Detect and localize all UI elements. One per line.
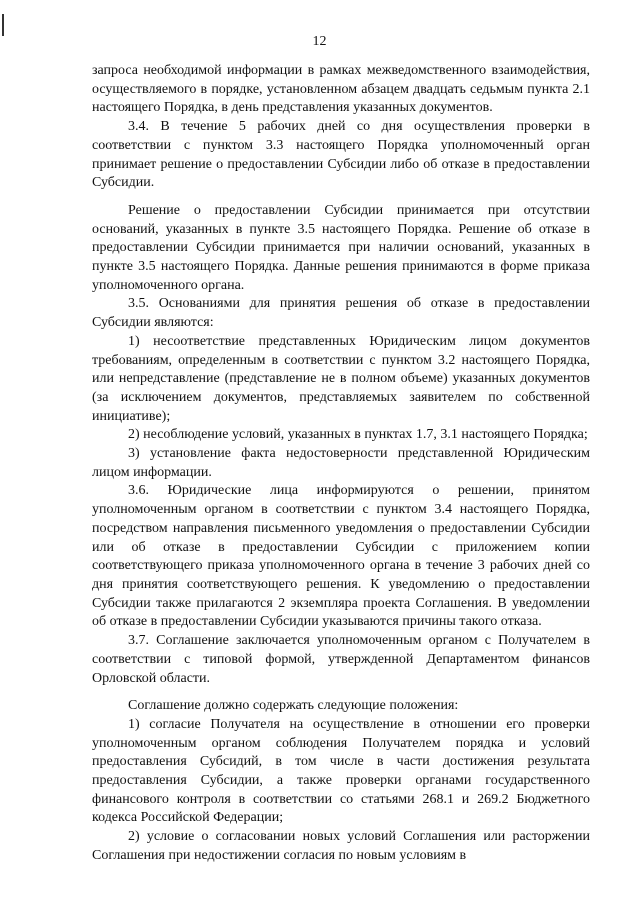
list-item-agreement-2: 2) условие о согласовании новых условий Соглашения или расторжении Соглашения при недостижении согласия по новым условиям в <box>92 829 590 863</box>
paragraph-continuation: запроса необходимой информации в рамках межведомственного взаимодействия, осуществляемого в порядке, установленном абзацем двадцать седьмым пункта 2.1 настоящего Порядка, в день представления указанных документов. <box>92 63 590 116</box>
list-item-agreement-1: 1) согласие Получателя на осуществление в отношении его проверки уполномоченным органом соблюдения Получателем порядка и условий предоставления Субсидий, в том числе в части достижения результата предоставления Субсидии, а также проверки органами государственного финансового контроля в соответствии со статьями 268.1 и 269.2 Бюджетного кодекса Российской Федерации; <box>92 716 590 826</box>
scan-edge-mark <box>2 14 4 36</box>
body-text <box>92 62 590 866</box>
paragraph-decision: Решение о предоставлении Субсидии принимается при отсутствии оснований, указанных в пункте 3.5 настоящего Порядка. Решение об отказе в предоставлении Субсидии принимается при наличии оснований, указанных в пункте 3.5 настоящего Порядка. Данные решения принимаются в форме приказа уполномоченного органа. <box>92 202 590 293</box>
page-number: 12 <box>312 34 327 49</box>
list-item-3-5-2: 2) несоблюдение условий, указанных в пунктах 1.7, 3.1 настоящего Порядка; <box>128 427 588 443</box>
paragraph-3-5: 3.5. Основаниями для принятия решения об отказе в предоставлении Субсидии являются: <box>92 296 590 331</box>
list-item-3-5-1: 1) несоответствие представленных Юридическим лицом документов требованиям, определенным в соответствии с пунктом 3.2 настоящего Порядка, или непредставление (представление не в полном объеме) указанных документов (за исключением документов, представляемых заявителем по собственной инициативе); <box>92 333 590 424</box>
paragraph-agreement-provisions: Соглашение должно содержать следующие положения: <box>128 698 459 714</box>
list-item-3-5-3: 3) установление факта недостоверности представленной Юридическим лицом информации. <box>92 446 590 480</box>
paragraph-3-4: 3.4. В течение 5 рабочих дней со дня осуществления проверки в соответствии с пунктом 3.3 настоящего Порядка уполномоченный орган принимает решение о предоставлении Субсидии либо об отказе в предоставлении Субсидии. <box>92 119 590 191</box>
paragraph-3-7: 3.7. Соглашение заключается уполномоченным органом с Получателем в соответствии с типовой формой, утвержденной Департаментом финансов Орловской области. <box>92 633 590 686</box>
paragraph-3-6: 3.6. Юридические лица информируются о решении, принятом уполномоченным органом в соответствии с пунктом 3.4 настоящего Порядка, посредством направления письменного уведомления о предоставлении Субсидии или об отказе в предоставлении Субсидии с приложением копии соответствующего приказа уполномоченного органа в течение 3 рабочих дней со дня принятия соответствующего решения. К уведомлению о предоставлении Субсидии также прилагаются 2 экземпляра проекта Соглашения. В уведомлении об отказе в предоставлении Субсидии указываются причины такого отказа. <box>92 483 590 630</box>
